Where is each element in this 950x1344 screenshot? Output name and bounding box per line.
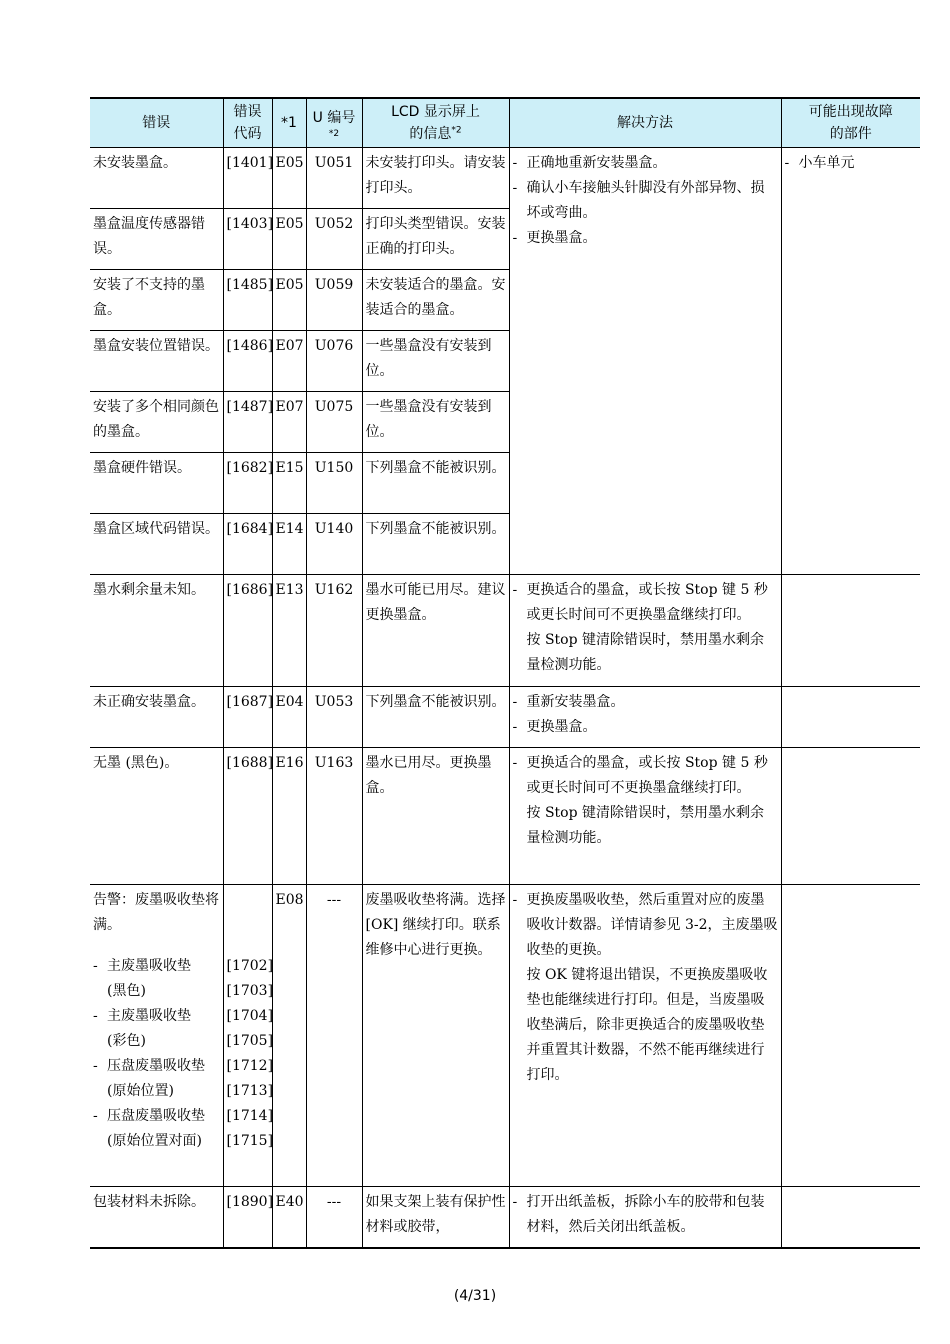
table-row bbox=[90, 748, 920, 885]
e-cell: E04 bbox=[272, 687, 306, 748]
lcd-cell: 下列墨盒不能被识别。 bbox=[362, 514, 509, 575]
header-star1: *1 bbox=[272, 98, 306, 148]
u-cell: U150 bbox=[306, 453, 362, 514]
parts-cell-cartridge-group: - 小车单元 bbox=[781, 148, 920, 575]
lcd-cell: 墨水可能已用尽。建议更换墨盒。 bbox=[362, 575, 509, 687]
solution-cell: - 更换适合的墨盒，或长按 Stop 键 5 秒或更长时间可不更换墨盒继续打印。 按 Stop 键清除错误时，禁用墨水剩余量检测功能。 bbox=[509, 748, 781, 885]
code-cell: [1682] bbox=[223, 453, 272, 514]
parts-cell bbox=[781, 575, 920, 687]
parts-cell bbox=[781, 748, 920, 885]
code-cell: [1403] bbox=[223, 209, 272, 270]
header-solution: 解决方法 bbox=[509, 98, 781, 148]
lcd-cell: 如果支架上装有保护性材料或胶带， bbox=[362, 1187, 509, 1248]
table-row bbox=[90, 148, 920, 209]
header-code: 错误 代码 bbox=[223, 98, 272, 148]
e-cell: E05 bbox=[272, 270, 306, 331]
e-cell: E16 bbox=[272, 748, 306, 885]
code-cell: [1890] bbox=[223, 1187, 272, 1248]
code-cell: [1485] bbox=[223, 270, 272, 331]
error-cell: 告警：废墨吸收垫将满。 - 主废墨吸收垫 (黑色) - 主废墨吸收垫 (彩色) - 压盘废墨吸收垫 (原始位置) - 压盘废墨吸收垫 (原始位置对面) bbox=[90, 885, 223, 1187]
u-cell: U076 bbox=[306, 331, 362, 392]
error-cell: 安装了不支持的墨盒。 bbox=[90, 270, 223, 331]
error-cell: 墨盒区域代码错误。 bbox=[90, 514, 223, 575]
u-cell: U163 bbox=[306, 748, 362, 885]
lcd-cell: 下列墨盒不能被识别。 bbox=[362, 453, 509, 514]
error-cell: 墨盒安装位置错误。 bbox=[90, 331, 223, 392]
lcd-cell: 一些墨盒没有安装到位。 bbox=[362, 392, 509, 453]
page-number: (4/31) bbox=[453, 1288, 497, 1304]
e-cell: E14 bbox=[272, 514, 306, 575]
lcd-cell: 一些墨盒没有安装到位。 bbox=[362, 331, 509, 392]
error-cell: 无墨 (黑色)。 bbox=[90, 748, 223, 885]
code-cell: [1702] [1703] [1704] [1705] [1712] [1713] [1714] [1715] bbox=[223, 885, 272, 1187]
header-u-number: U 编号 *2 bbox=[306, 98, 362, 148]
parts-cell bbox=[781, 1187, 920, 1248]
u-cell: U052 bbox=[306, 209, 362, 270]
table-row bbox=[90, 687, 920, 748]
u-cell: U162 bbox=[306, 575, 362, 687]
error-cell: 未安装墨盒。 bbox=[90, 148, 223, 209]
header-error: 错误 bbox=[90, 98, 223, 148]
u-cell: U059 bbox=[306, 270, 362, 331]
solution-cell: - 更换适合的墨盒，或长按 Stop 键 5 秒或更长时间可不更换墨盒继续打印。 按 Stop 键清除错误时，禁用墨水剩余量检测功能。 bbox=[509, 575, 781, 687]
lcd-cell: 未安装适合的墨盒。安装适合的墨盒。 bbox=[362, 270, 509, 331]
lcd-cell: 下列墨盒不能被识别。 bbox=[362, 687, 509, 748]
parts-cell bbox=[781, 687, 920, 748]
lcd-cell: 未安装打印头。请安装打印头。 bbox=[362, 148, 509, 209]
parts-cell bbox=[781, 885, 920, 1187]
e-cell: E05 bbox=[272, 209, 306, 270]
e-cell: E08 bbox=[272, 885, 306, 1187]
error-cell: 包装材料未拆除。 bbox=[90, 1187, 223, 1248]
lcd-cell: 墨水已用尽。更换墨盒。 bbox=[362, 748, 509, 885]
code-cell: [1401] bbox=[223, 148, 272, 209]
error-cell: 安装了多个相同颜色的墨盒。 bbox=[90, 392, 223, 453]
u-cell: --- bbox=[306, 1187, 362, 1248]
u-cell: U051 bbox=[306, 148, 362, 209]
e-cell: E13 bbox=[272, 575, 306, 687]
e-cell: E07 bbox=[272, 331, 306, 392]
error-cell: 墨盒硬件错误。 bbox=[90, 453, 223, 514]
solution-cell: - 打开出纸盖板，拆除小车的胶带和包装材料，然后关闭出纸盖板。 bbox=[509, 1187, 781, 1248]
u-cell: U075 bbox=[306, 392, 362, 453]
header-parts: 可能出现故障 的部件 bbox=[781, 98, 920, 148]
error-cell: 墨盒温度传感器错误。 bbox=[90, 209, 223, 270]
solution-cell-cartridge-group: - 正确地重新安装墨盒。 - 确认小车接触头针脚没有外部异物、损坏或弯曲。 - 更换墨盒。 bbox=[509, 148, 781, 575]
code-cell: [1688] bbox=[223, 748, 272, 885]
e-cell: E05 bbox=[272, 148, 306, 209]
solution-cell: - 重新安装墨盒。 - 更换墨盒。 bbox=[509, 687, 781, 748]
e-cell: E40 bbox=[272, 1187, 306, 1248]
table-header-row bbox=[90, 98, 920, 148]
lcd-cell: 废墨吸收垫将满。选择 [OK] 继续打印。联系维修中心进行更换。 bbox=[362, 885, 509, 1187]
e-cell: E15 bbox=[272, 453, 306, 514]
code-cell: [1487] bbox=[223, 392, 272, 453]
table-row bbox=[90, 1187, 920, 1248]
u-cell: --- bbox=[306, 885, 362, 1187]
code-cell: [1486] bbox=[223, 331, 272, 392]
code-cell: [1687] bbox=[223, 687, 272, 748]
error-cell: 墨水剩余量未知。 bbox=[90, 575, 223, 687]
solution-cell: - 更换废墨吸收垫，然后重置对应的废墨吸收计数器。详情请参见 3-2，主废墨吸收垫的更换。 按 OK 键将退出错误，不更换废墨吸收垫也能继续进行打印。但是，当废墨吸收垫满后，除非更换适合的废墨吸收垫并重置其计数器，不然不能再继续进行打印。 bbox=[509, 885, 781, 1187]
header-lcd: LCD 显示屏上 的信息$^{*2}$ bbox=[362, 98, 509, 148]
code-cell: [1684] bbox=[223, 514, 272, 575]
error-cell: 未正确安装墨盒。 bbox=[90, 687, 223, 748]
lcd-cell: 打印头类型错误。安装正确的打印头。 bbox=[362, 209, 509, 270]
error-table bbox=[90, 97, 920, 1249]
u-cell: U140 bbox=[306, 514, 362, 575]
e-cell: E07 bbox=[272, 392, 306, 453]
table-row bbox=[90, 885, 920, 1187]
u-cell: U053 bbox=[306, 687, 362, 748]
code-cell: [1686] bbox=[223, 575, 272, 687]
table-row bbox=[90, 575, 920, 687]
